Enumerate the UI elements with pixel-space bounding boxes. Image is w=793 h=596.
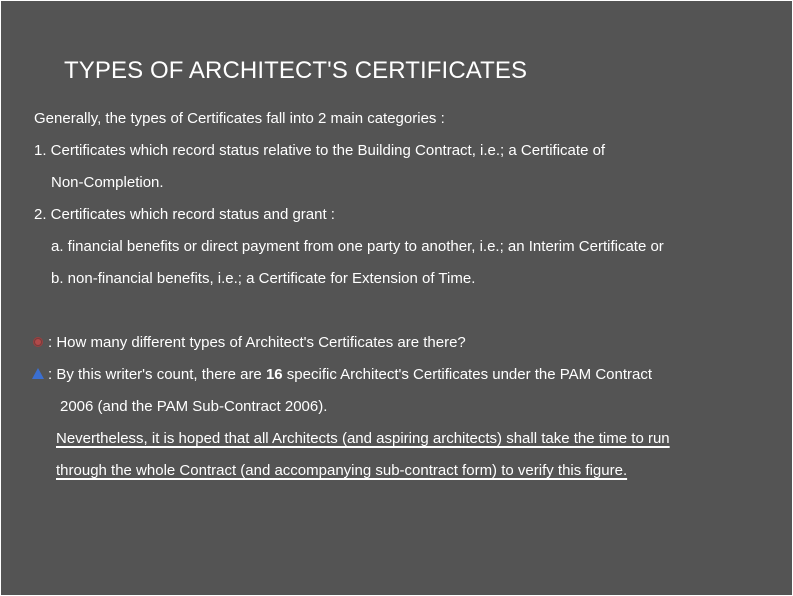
item-2a: a. financial benefits or direct payment from one party to another, i.e.; an Interim Certificate or <box>51 238 664 255</box>
item-2b: b. non-financial benefits, i.e.; a Certificate for Extension of Time. <box>51 270 476 287</box>
answer-triangle-icon <box>32 368 44 379</box>
item-2: 2. Certificates which record status and grant : <box>34 206 335 223</box>
answer-line-2: 2006 (and the PAM Sub-Contract 2006). <box>60 398 328 415</box>
question-marker-icon <box>32 336 44 348</box>
note-line-2: through the whole Contract (and accompanying sub-contract form) to verify this figure. <box>56 462 628 479</box>
certificate-count: 16 <box>265 366 283 383</box>
question-text: : How many different types of Architect's Certificates are there? <box>48 334 466 351</box>
item-1-line-2: Non-Completion. <box>51 174 164 191</box>
note-line-1: Nevertheless, it is hoped that all Architects (and aspiring architects) shall take the time to run <box>56 430 670 447</box>
slide <box>1 1 792 595</box>
slide-title: TYPES OF ARCHITECT'S CERTIFICATES <box>64 57 528 84</box>
item-1-line-1: 1. Certificates which record status relative to the Building Contract, i.e.; a Certificate of <box>34 142 606 159</box>
answer-line <box>32 366 652 384</box>
question-line <box>32 334 466 352</box>
intro-text: Generally, the types of Certificates fall into 2 main categories : <box>34 110 445 127</box>
answer-prefix: : By this writer's count, there are <box>48 366 266 383</box>
answer-suffix: specific Architect's Certificates under the PAM Contract <box>282 366 653 383</box>
